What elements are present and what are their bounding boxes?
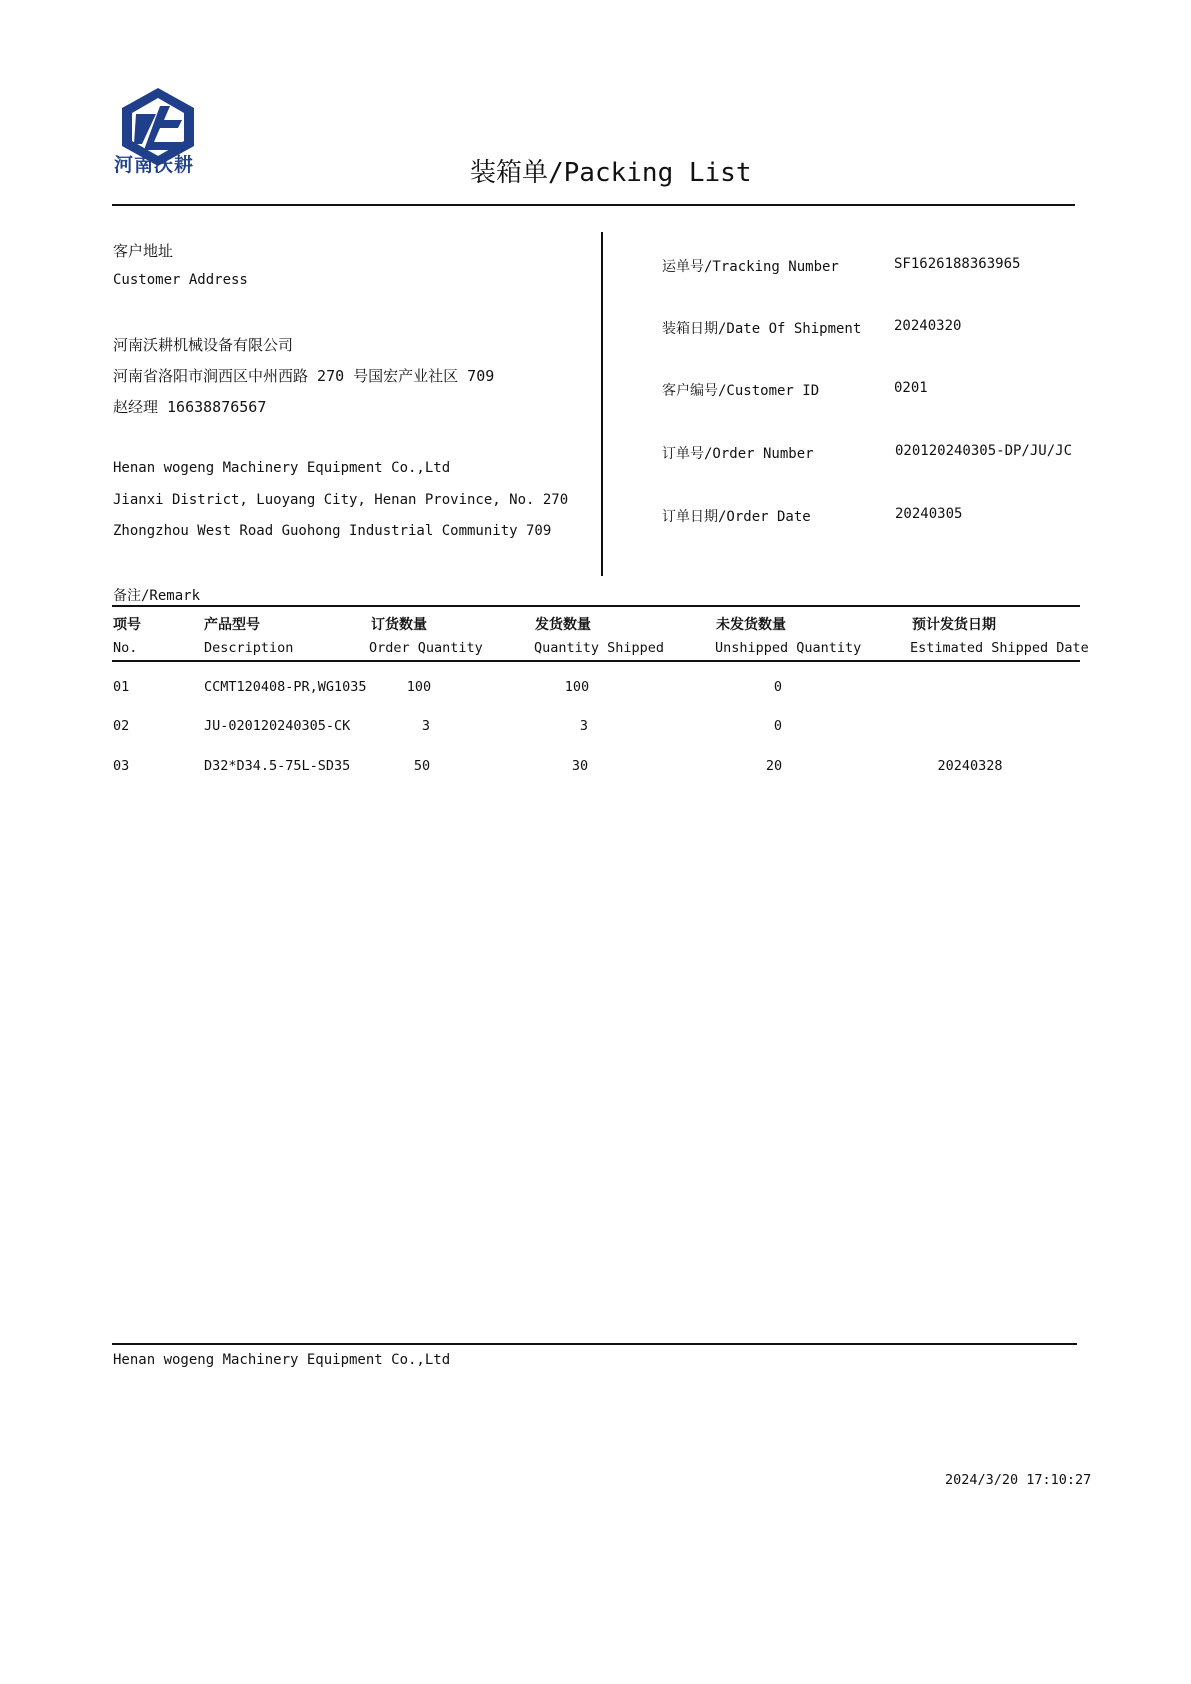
header-divider	[112, 204, 1075, 206]
header-est-date-en: Estimated Shipped Date	[910, 640, 1089, 656]
footer-company: Henan wogeng Machinery Equipment Co.,Ltd	[113, 1352, 451, 1368]
order-number-value: 020120240305-DP/JU/JC	[895, 443, 1073, 459]
row-no: 03	[113, 758, 130, 774]
customer-address-en-line2: Zhongzhou West Road Guohong Industrial Community 709	[113, 523, 552, 539]
row-ordered: 100	[406, 679, 432, 695]
order-date-value: 20240305	[895, 506, 963, 522]
customer-name-en: Henan wogeng Machinery Equipment Co.,Ltd	[113, 460, 451, 476]
header-no-cn: 项号	[113, 617, 141, 633]
row-description: JU-020120240305-CK	[204, 718, 351, 734]
header-desc-cn: 产品型号	[204, 617, 260, 633]
customer-id-label: 客户编号/Customer ID	[662, 383, 820, 399]
header-est-date-cn: 预计发货日期	[912, 617, 996, 633]
row-unshipped: 0	[773, 718, 783, 734]
row-description: CCMT120408-PR,WG1035	[204, 679, 367, 695]
header-unshipped-en: Unshipped Quantity	[715, 640, 862, 656]
header-unshipped-cn: 未发货数量	[716, 617, 786, 633]
shipment-date-value: 20240320	[894, 318, 962, 334]
tracking-number-value: SF1626188363965	[894, 256, 1021, 272]
customer-address-en-line1: Jianxi District, Luoyang City, Henan Province, No. 270	[113, 492, 569, 508]
company-logo-text: 河南沃耕	[114, 154, 195, 176]
tracking-number-label: 运单号/Tracking Number	[662, 259, 839, 275]
row-est-date: 20240328	[937, 758, 1003, 774]
order-date-label: 订单日期/Order Date	[662, 509, 811, 525]
footer-rule	[112, 1343, 1077, 1345]
customer-address-cn: 河南省洛阳市涧西区中州西路 270 号国宏产业社区 709	[113, 367, 495, 385]
header-no-en: No.	[113, 640, 138, 656]
row-shipped: 100	[564, 679, 590, 695]
row-no: 01	[113, 679, 130, 695]
row-unshipped: 0	[773, 679, 783, 695]
customer-address-label-en: Customer Address	[113, 272, 248, 288]
row-no: 02	[113, 718, 130, 734]
header-shipped-cn: 发货数量	[535, 617, 591, 633]
table-header-rule	[112, 660, 1080, 662]
shipment-date-label: 装箱日期/Date Of Shipment	[662, 321, 862, 337]
row-ordered: 50	[413, 758, 431, 774]
order-number-label: 订单号/Order Number	[662, 446, 814, 462]
page-title: 装箱单/Packing List	[470, 158, 752, 188]
row-description: D32*D34.5-75L-SD35	[204, 758, 351, 774]
customer-name-cn: 河南沃耕机械设备有限公司	[113, 336, 294, 354]
row-shipped: 3	[579, 718, 589, 734]
header-shipped-en: Quantity Shipped	[534, 640, 665, 656]
customer-id-value: 0201	[894, 380, 928, 396]
print-timestamp: 2024/3/20 17:10:27	[945, 1472, 1092, 1488]
row-unshipped: 20	[765, 758, 783, 774]
table-top-rule	[112, 605, 1080, 607]
remark-label: 备注/Remark	[113, 588, 201, 604]
customer-address-label-cn: 客户地址	[113, 242, 174, 260]
row-ordered: 3	[421, 718, 431, 734]
header-ordered-en: Order Quantity	[369, 640, 483, 656]
header-ordered-cn: 订货数量	[371, 617, 427, 633]
row-shipped: 30	[571, 758, 589, 774]
header-desc-en: Description	[204, 640, 294, 656]
customer-contact-cn: 赵经理 16638876567	[113, 398, 267, 416]
info-vertical-divider	[601, 232, 603, 576]
